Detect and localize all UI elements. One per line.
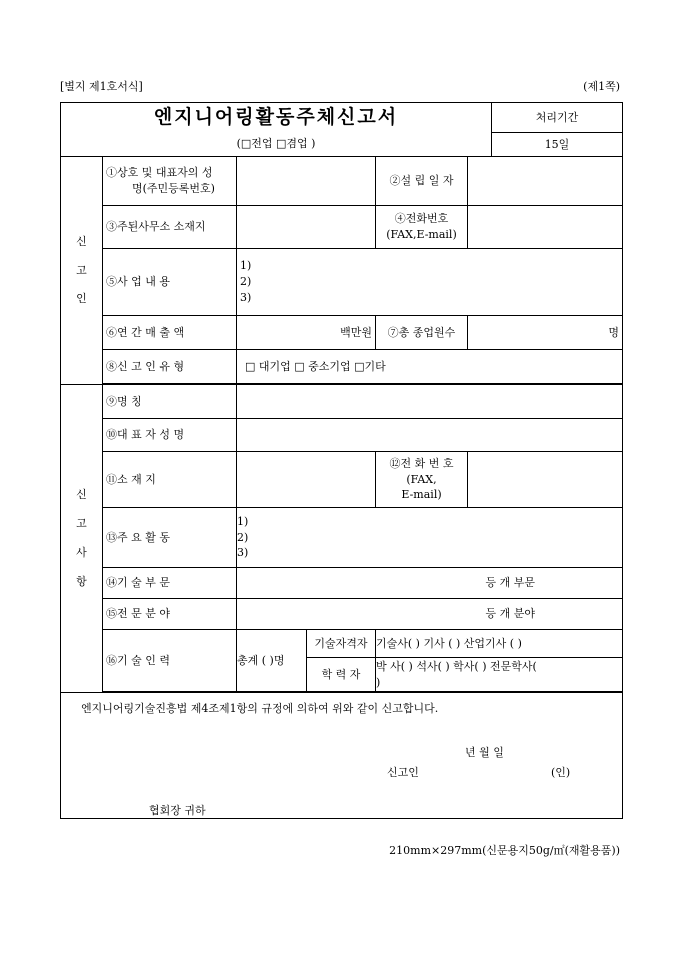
specialty-field-count[interactable]: 등 개 분야: [468, 599, 623, 630]
qualified-label: 기술자격자: [307, 630, 376, 658]
page-number: (제1쪽): [583, 80, 620, 93]
reporter-section-label: 신 고 인: [61, 157, 103, 385]
main-activity-field[interactable]: 1) 2) 3): [237, 508, 623, 568]
processing-period-value: 15일: [492, 133, 623, 157]
recipient: 협회장 귀하: [149, 804, 206, 817]
processing-period-label: 처리기간: [492, 103, 623, 133]
business-content-label: ⑤사 업 내 용: [103, 249, 237, 316]
tech-personnel-total[interactable]: 총계 ( )명: [237, 630, 307, 692]
phone-field[interactable]: [468, 206, 623, 249]
specialty-field-field[interactable]: [237, 599, 468, 630]
location-field[interactable]: [237, 452, 376, 508]
company-representative-label: ①상호 및 대표자의 성 명(주민등록번호): [103, 157, 237, 206]
employee-count-label: ⑦총 종업원수: [376, 316, 468, 350]
office-address-label: ③주된사무소 소재지: [103, 206, 237, 249]
specialty-field-label: ⑮전 문 분 야: [103, 599, 237, 630]
closing-block: [61, 693, 623, 819]
tech-sector-field[interactable]: [237, 568, 468, 599]
business-content-field[interactable]: 1) 2) 3): [237, 249, 623, 316]
main-activity-label: ⑬주 요 활 동: [103, 508, 237, 568]
form-title: 엔지니어링활동주체신고서: [61, 103, 492, 133]
education-counts[interactable]: 박 사( ) 석사( ) 학사( ) 전문학사( ): [376, 658, 623, 692]
business-type-options[interactable]: (□전업 □겸업 ): [61, 133, 492, 157]
report-date[interactable]: 년 월 일: [465, 746, 504, 759]
tech-personnel-label: ⑯기 술 인 력: [103, 630, 237, 692]
representative-name-field[interactable]: [237, 419, 623, 452]
company-representative-field[interactable]: [237, 157, 376, 206]
report-phone-label: ⑫전 화 번 호 (FAX, E-mail): [376, 452, 468, 508]
establishment-date-field[interactable]: [468, 157, 623, 206]
representative-name-label: ⑩대 표 자 성 명: [103, 419, 237, 452]
reporter-signature-label: 신고인: [387, 766, 419, 779]
employee-count-field[interactable]: 명: [468, 316, 623, 350]
qualified-counts[interactable]: 기술사( ) 기사 ( ) 산업기사 ( ): [376, 630, 623, 658]
report-form-table: [60, 102, 623, 819]
declaration-statement: 엔지니어링기술진흥법 제4조제1항의 규정에 의하여 위와 같이 신고합니다.: [81, 702, 439, 715]
paper-spec: 210mm×297mm(신문용지50g/㎡(재활용품)): [389, 844, 620, 857]
office-address-field[interactable]: [237, 206, 376, 249]
tech-sector-count[interactable]: 등 개 부문: [468, 568, 623, 599]
name-label: ⑨명 칭: [103, 385, 237, 419]
seal-mark[interactable]: (인): [551, 766, 571, 779]
phone-label: ④전화번호 (FAX,E-mail): [376, 206, 468, 249]
annual-sales-field[interactable]: 백만원: [237, 316, 376, 350]
report-phone-field[interactable]: [468, 452, 623, 508]
form-number: [별지 제1호서식]: [60, 80, 143, 93]
location-label: ⑪소 재 지: [103, 452, 237, 508]
education-label: 학 력 자: [307, 658, 376, 692]
tech-sector-label: ⑭기 술 부 문: [103, 568, 237, 599]
reporter-type-label: ⑧신 고 인 유 형: [103, 350, 237, 384]
report-section-label: 신 고 사 항: [61, 385, 103, 693]
name-field[interactable]: [237, 385, 623, 419]
annual-sales-label: ⑥연 간 매 출 액: [103, 316, 237, 350]
reporter-type-options[interactable]: □ 대기업 □ 중소기업 □기타: [237, 350, 623, 384]
establishment-date-label: ②설 립 일 자: [376, 157, 468, 206]
